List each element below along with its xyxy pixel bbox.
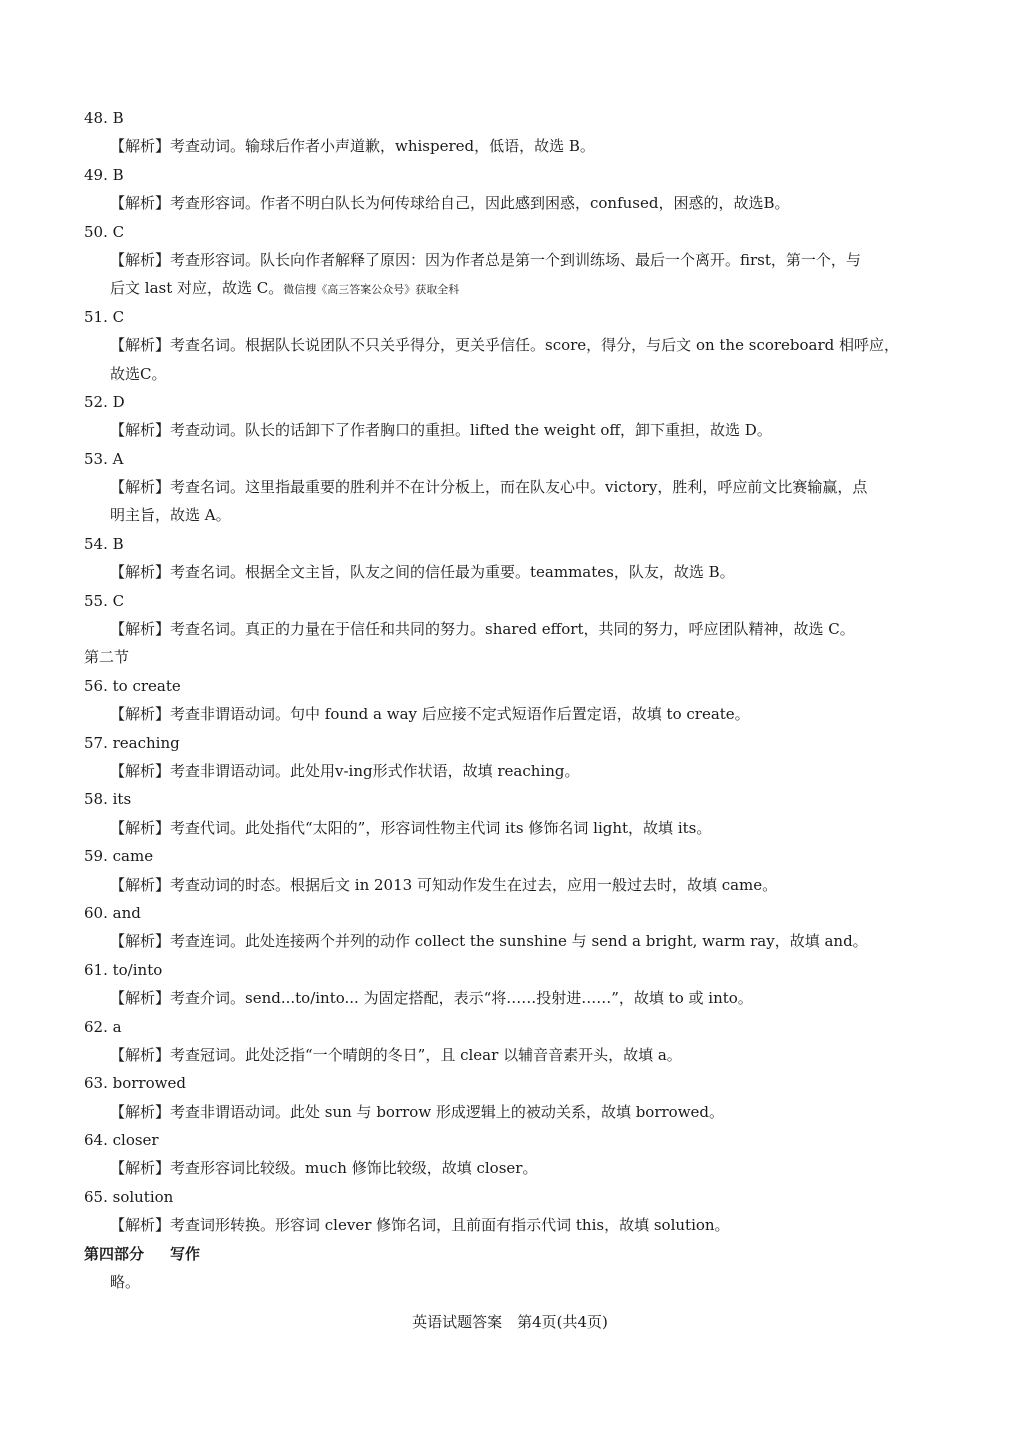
explanation-48: 【解析】考查动词。输球后作者小声道歉，whispered，低语，故选 B。	[110, 137, 595, 156]
explanation-55: 【解析】考查名词。真正的力量在于信任和共同的努力。shared effort，共同的努力，呼应团队精神，故选 C。	[110, 620, 855, 639]
explanation-62: 【解析】考查冠词。此处泛指“一个晴朗的冬日”，且 clear 以辅音音素开头，故填 a。	[110, 1045, 682, 1064]
answer-62: 62. a	[84, 1017, 122, 1036]
explanation-63: 【解析】考查非谓语动词。此处 sun 与 borrow 形成逻辑上的被动关系，故填 borrowed。	[110, 1102, 725, 1121]
answer-53: 53. A	[84, 449, 124, 468]
explanation-64: 【解析】考查形容词比较级。much 修饰比较级，故填 closer。	[110, 1159, 538, 1178]
answer-58: 58. its	[84, 790, 132, 809]
explanation-58: 【解析】考查代词。此处指代“太阳的”，形容词性物主代词 its 修饰名词 light，故填 its。	[110, 818, 712, 837]
explanation-51: 【解析】考查名词。根据队长说团队不只关乎得分，更关乎信任。score，得分，与后文 on the scoreboard 相呼应，	[110, 336, 900, 355]
answer-56: 56. to create	[84, 676, 181, 695]
explanation-53-continued: 明主旨，故选 A。	[110, 506, 231, 525]
part-4-body: 略。	[110, 1273, 141, 1292]
explanation-49: 【解析】考查形容词。作者不明白队长为何传球给自己，因此感到困惑，confused，困惑的，故选B。	[110, 194, 790, 213]
answer-61: 61. to/into	[84, 960, 163, 979]
explanation-52: 【解析】考查动词。队长的话卸下了作者胸口的重担。lifted the weight off，卸下重担，故选 D。	[110, 421, 772, 440]
answer-65: 65. solution	[84, 1187, 174, 1206]
explanation-61: 【解析】考查介词。send...to/into... 为固定搭配，表示“将……投射进……”，故填 to 或 into。	[110, 989, 753, 1008]
part-4-title: 第四部分	[84, 1244, 145, 1263]
explanation-59: 【解析】考查动词的时态。根据后文 in 2013 可知动作发生在过去，应用一般过去时，故填 came。	[110, 875, 778, 894]
answer-49: 49. B	[84, 165, 124, 184]
explanation-50-continued	[0, 274, 1020, 302]
explanation-53: 【解析】考查名词。这里指最重要的胜利并不在计分板上，而在队友心中。victory，胜利，呼应前文比赛输赢，点	[110, 478, 868, 497]
explanation-60: 【解析】考查连词。此处连接两个并列的动作 collect the sunshine 与 send a bright, warm ray，故填 and。	[110, 932, 868, 951]
answer-48: 48. B	[84, 109, 124, 127]
answer-59: 59. came	[84, 847, 154, 866]
answer-54: 54. B	[84, 534, 124, 553]
answer-64: 64. closer	[84, 1131, 159, 1150]
answer-list	[0, 104, 1020, 1296]
answer-52: 52. D	[84, 392, 125, 411]
explanation-54: 【解析】考查名词。根据全文主旨，队友之间的信任最为重要。teammates，队友，故选 B。	[110, 563, 735, 582]
answer-57: 57. reaching	[84, 733, 180, 752]
page-footer: 英语试题答案 第4页(共4页)	[412, 1313, 608, 1331]
answer-60: 60. and	[84, 903, 141, 922]
explanation-50-tail: 后文 last 对应，故选 C。	[110, 279, 284, 298]
answer-50: 50. C	[84, 222, 125, 241]
part-4-heading	[0, 1240, 1020, 1268]
explanation-65: 【解析】考查词形转换。形容词 clever 修饰名词，且前面有指示代词 this，故填 solution。	[110, 1216, 730, 1235]
answer-51: 51. C	[84, 307, 125, 326]
answer-55: 55. C	[84, 591, 125, 610]
explanation-50: 【解析】考查形容词。队长向作者解释了原因：因为作者总是第一个到训练场、最后一个离开。first，第一个，与	[110, 250, 861, 269]
watermark-text: 微信搜《高三答案公众号》获取全科	[283, 283, 460, 297]
explanation-57: 【解析】考查非谓语动词。此处用v-ing形式作状语，故填 reaching。	[110, 761, 580, 780]
section-2-heading: 第二节	[84, 648, 130, 667]
answer-63: 63. borrowed	[84, 1074, 186, 1093]
part-4-subtitle: 写作	[170, 1244, 201, 1263]
explanation-56: 【解析】考查非谓语动词。句中 found a way 后应接不定式短语作后置定语，故填 to create。	[110, 705, 750, 724]
explanation-51-continued: 故选C。	[110, 364, 167, 383]
